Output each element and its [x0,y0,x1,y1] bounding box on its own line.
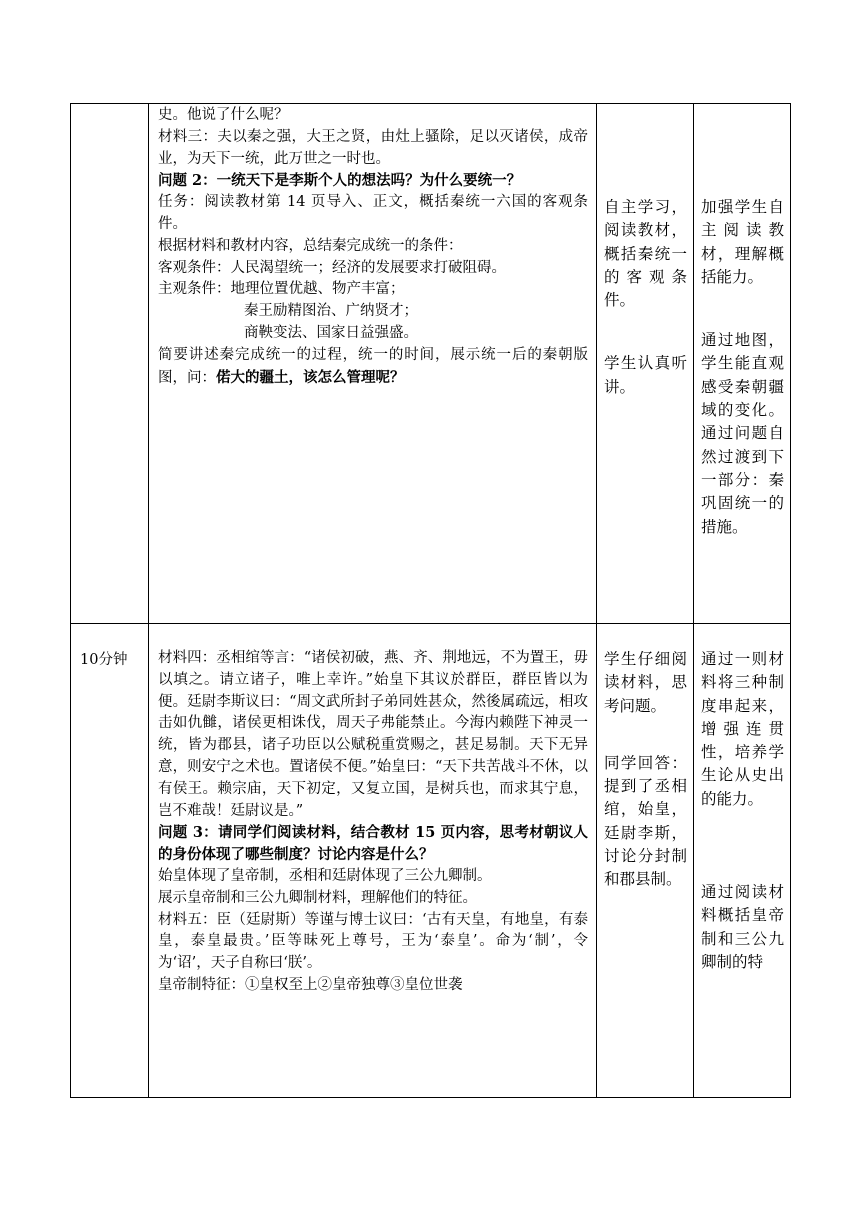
student-activity-1: 自主学习，阅读教材，概括秦统一的客观条件。 [604,198,687,310]
student-activity-2: 学生认真听讲。 [604,354,687,396]
time-cell: 10分钟 [71,624,149,1098]
features-text: 皇帝制特征：①皇权至上②皇帝独尊③皇位世袭 [158,976,463,993]
student-activity-2: 同学回答：提到了丞相绾，始皇，廷尉李斯，讨论分封制和郡县制。 [604,753,687,889]
subjective-condition-3: 商鞅变法、国家日益强盛。 [244,324,418,341]
subjective-condition-2: 秦王励精图治、广纳贤才； [244,303,418,320]
student-activity-1: 学生仔细阅读材料，思考问题。 [604,650,687,715]
design-intent-1: 加强学生自主阅读教材，理解概括能力。 [701,198,784,286]
design-intent-cell [694,624,791,1098]
design-intent-2: 通过阅读材料概括皇帝制和三公九卿制的特 [701,883,784,971]
material-3: 材料三：夫以秦之强，大王之贤，由灶上骚除，足以灭诸侯，成帝业，为天下一统，此万世之一时也。 [158,128,588,167]
objective-conditions: 客观条件：人民渴望统一；经济的发展要求打破阻碍。 [158,259,506,276]
table-row [71,104,791,624]
summary-text: 根据材料和教材内容，总结秦完成统一的条件： [158,237,463,254]
student-activity-cell [597,104,694,624]
question-2: 问题 2：一统天下是李斯个人的想法吗？为什么要统一？ [158,172,522,190]
design-intent-2: 通过地图，学生能直观感受秦朝疆域的变化。通过问题自然过渡到下一部分：秦巩固统一的措施。 [701,331,784,536]
teaching-content-cell [149,624,597,1098]
task-text: 任务：阅读教材第 14 页导入、正文，概括秦统一六国的客观条件。 [158,194,588,232]
show-text: 展示皇帝制和三公九卿制材料，理解他们的特征。 [158,889,477,906]
teaching-content-cell [149,104,597,624]
lesson-plan-table [70,103,791,1098]
material-4: 材料四：丞相绾等言：“诸侯初破，燕、齐、荆地远，不为置王，毋以填之。请立诸子，唯上幸许。”始皇下其议於群臣，群臣皆以为便。廷尉李斯议曰：“周文武所封子弟同姓甚众，然後属疏远，相攻击如仇雠，诸侯更相诛伐，周天子弗能禁止。今海内赖陛下神灵一统，皆为郡县，诸子功臣以公赋税重赏赐之，甚足易制。天下无异意，则安宁之术也。置诸侯不便。”始皇曰：“天下共苦战斗不休，以有侯王。赖宗庙，天下初定，又复立国，是树兵也，而求其宁息，岂不难哉！廷尉议是。” [158,650,588,819]
content-line: 史。他说了什么呢？ [158,107,289,123]
time-cell [71,104,149,624]
process-text: 简要讲述秦完成统一的过程，统一的时间，展示统一后的秦朝版图，问：偌大的疆土，该怎么管理呢？ [158,346,588,386]
table-row [71,624,791,1098]
design-intent-cell [694,104,791,624]
student-activity-cell [597,624,694,1098]
question-3: 问题 3：请同学们阅读材料，结合教材 15 页内容，思考材朝议人的身份体现了哪些制度？讨论内容是什么？ [158,824,588,864]
design-intent-1: 通过一则材料将三种制度串起来，增强连贯性，培养学生论从史出的能力。 [701,650,784,808]
answer-3: 始皇体现了皇帝制，丞相和廷尉体现了三公九卿制。 [158,867,492,884]
subjective-conditions: 主观条件：地理位置优越、物产丰富； [158,281,405,298]
material-5: 材料五：臣（廷尉斯）等谨与博士议曰：‘古有天皇，有地皇，有泰皇，泰皇最贵。’臣等昧死上尊号，王为‘泰皇’。命为‘制’，令为‘诏’，天子自称曰‘朕’。 [158,911,588,972]
